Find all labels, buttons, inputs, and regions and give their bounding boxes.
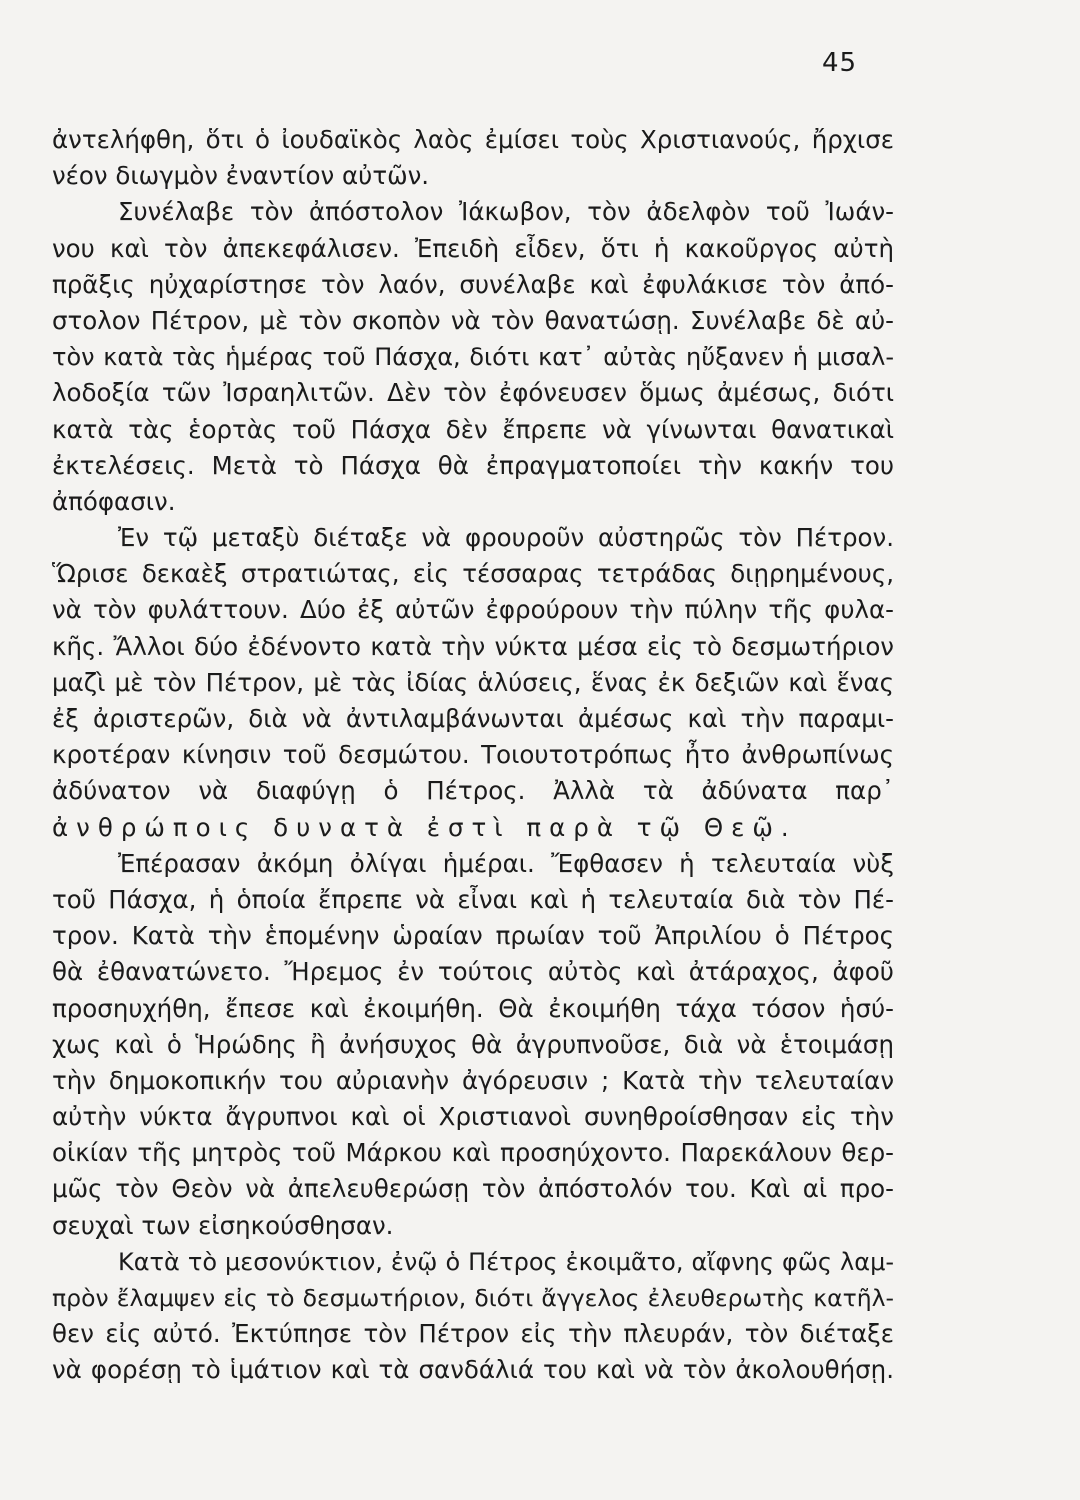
text-line: πρᾶξις ηὐχαρίστησε τὸν λαόν, συνέλαβε καὶ ἐφυλάκισε τὸν ἀπό- [52, 269, 894, 299]
text-line: χως καὶ ὁ Ἡρώδης ἢ ἀνήσυχος θὰ ἀγρυπνοῦσε, διὰ νὰ ἑτοιμάσῃ [52, 1029, 894, 1059]
text-line: νὰ τὸν φυλάττουν. Δύο ἐξ αὐτῶν ἐφρούρουν τὴν πύλην τῆς φυλα- [52, 595, 894, 625]
text-line: οἰκίαν τῆς μητρὸς τοῦ Μάρκου καὶ προσηύχοντο. Παρεκάλουν θερ- [52, 1138, 894, 1168]
text-line: ἀδύνατον νὰ διαφύγῃ ὁ Πέτρος. Ἀλλὰ τὰ ἀδύνατα παρ᾽ [52, 776, 894, 806]
text-line: κατὰ τὰς ἑορτὰς τοῦ Πάσχα δὲν ἔπρεπε νὰ γίνωνται θανατικαὶ [52, 414, 894, 444]
text-line: λοδοξία τῶν Ἰσραηλιτῶν. Δὲν τὸν ἐφόνευσεν ὅμως ἀμέσως, διότι [52, 378, 894, 408]
text-line: Ἐν τῷ μεταξὺ διέταξε νὰ φρουροῦν αὐστηρῶς τὸν Πέτρον. [118, 523, 894, 553]
text-line: κροτέραν κίνησιν τοῦ δεσμώτου. Τοιουτοτρόπως ἦτο ἀνθρωπίνως [52, 740, 894, 770]
text-line: τὴν δημοκοπικήν του αὐριανὴν ἀγόρευσιν ; Κατὰ τὴν τελευταίαν [52, 1065, 894, 1095]
text-line: μαζὶ μὲ τὸν Πέτρον, μὲ τὰς ἰδίας ἁλύσεις, ἕνας ἐκ δεξιῶν καὶ ἕνας [52, 667, 894, 697]
text-line: ἐξ ἀριστερῶν, διὰ νὰ ἀντιλαμβάνωνται ἀμέσως καὶ τὴν παραμι- [52, 704, 894, 733]
text-line: τοῦ Πάσχα, ἡ ὁποία ἔπρεπε νὰ εἶναι καὶ ἡ τελευταία διὰ τὸν Πέ- [52, 884, 894, 914]
text-line: ἀνθρώποις δυνατὰ ἐστὶ παρὰ τῷ Θεῷ. [52, 812, 797, 842]
body-text [52, 122, 894, 1389]
text-line: Ὥρισε δεκαὲξ στρατιώτας, εἰς τέσσαρας τετράδας διῃρημένους, [52, 559, 894, 589]
text-line: Ἐπέρασαν ἀκόμη ὀλίγαι ἡμέραι. Ἔφθασεν ἡ τελευταία νὺξ [118, 848, 894, 878]
text-line: ἀπόφασιν. [52, 486, 176, 516]
text-line: θὰ ἐθανατώνετο. Ἤρεμος ἐν τούτοις αὐτὸς καὶ ἀτάραχος, ἀφοῦ [52, 957, 894, 987]
page-number: 45 [822, 48, 858, 78]
text-line: ἀντελήφθη, ὅτι ὁ ἰουδαϊκὸς λαὸς ἐμίσει τοὺς Χριστιανούς, ἤρχισε [52, 125, 894, 154]
text-line: τὸν κατὰ τὰς ἡμέρας τοῦ Πάσχα, διότι κατ᾽ αὐτὰς ηὔξανεν ἡ μισαλ- [52, 343, 894, 372]
text-line: νέον διωγμὸν ἐναντίον αὐτῶν. [52, 161, 430, 191]
text-line: αὐτὴν νύκτα ἄγρυπνοι καὶ οἱ Χριστιανοὶ συνηθροίσθησαν εἰς τὴν [52, 1102, 894, 1132]
text-line: πρὸν ἔλαμψεν εἰς τὸ δεσμωτήριον, διότι ἄγγελος ἐλευθερωτὴς κατῆλ- [52, 1284, 894, 1312]
text-line: προσηυχήθη, ἔπεσε καὶ ἐκοιμήθη. Θὰ ἐκοιμήθη τάχα τόσον ἡσύ- [52, 993, 894, 1023]
text-line: Κατὰ τὸ μεσονύκτιον, ἐνῷ ὁ Πέτρος ἐκοιμᾶτο, αἴφνης φῶς λαμ- [118, 1247, 894, 1276]
text-line: νὰ φορέσῃ τὸ ἱμάτιον καὶ τὰ σανδάλιά του καὶ νὰ τὸν ἀκολουθήσῃ. [52, 1355, 894, 1385]
text-line: Συνέλαβε τὸν ἀπόστολον Ἰάκωβον, τὸν ἀδελφὸν τοῦ Ἰωάν- [118, 197, 894, 227]
text-line: κῆς. Ἄλλοι δύο ἐδένοντο κατὰ τὴν νύκτα μέσα εἰς τὸ δεσμωτήριον [52, 631, 894, 661]
text-line: τρον. Κατὰ τὴν ἑπομένην ὡραίαν πρωίαν τοῦ Ἀπριλίου ὁ Πέτρος [52, 921, 894, 951]
text-line: ἐκτελέσεις. Μετὰ τὸ Πάσχα θὰ ἐπραγματοποίει τὴν κακήν του [52, 450, 894, 480]
text-line: μῶς τὸν Θεὸν νὰ ἀπελευθερώσῃ τὸν ἀπόστολόν του. Καὶ αἱ προ- [52, 1174, 894, 1204]
text-line: νου καὶ τὸν ἀπεκεφάλισεν. Ἐπειδὴ εἶδεν, ὅτι ἡ κακοῦργος αὐτὴ [52, 233, 894, 263]
text-line: στολον Πέτρον, μὲ τὸν σκοπὸν νὰ τὸν θανατώσῃ. Συνέλαβε δὲ αὐ- [52, 305, 894, 335]
text-line: σευχαὶ των εἰσηκούσθησαν. [52, 1210, 394, 1240]
text-line: θεν εἰς αὐτό. Ἐκτύπησε τὸν Πέτρον εἰς τὴν πλευράν, τὸν διέταξε [52, 1319, 894, 1349]
